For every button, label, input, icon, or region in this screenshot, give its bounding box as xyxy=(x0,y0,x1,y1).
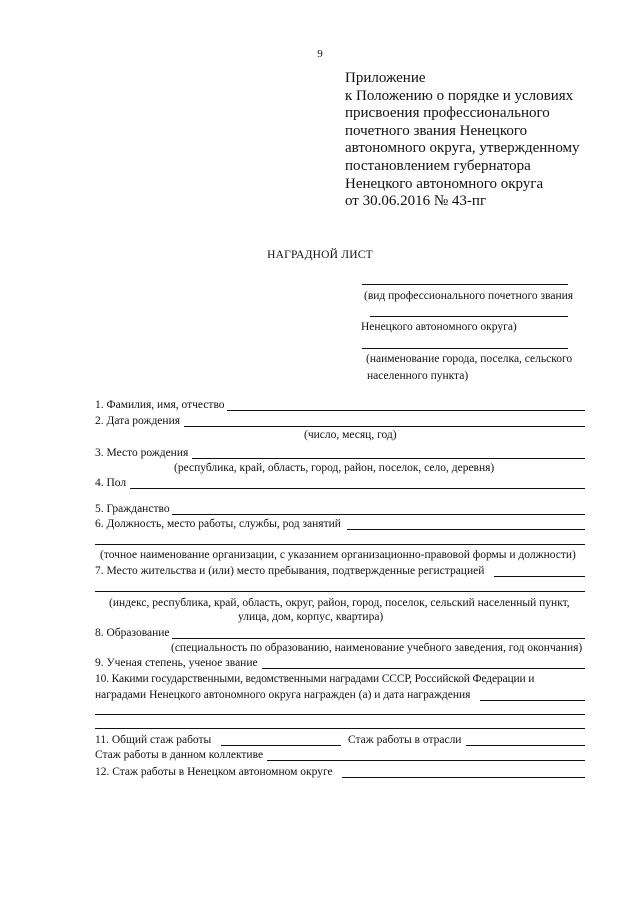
appendix-line: почетного звания Ненецкого xyxy=(345,122,528,139)
field-awards-line[interactable] xyxy=(480,700,585,701)
page-number: 9 xyxy=(317,48,323,60)
field-education-label: 8. Образование xyxy=(95,627,170,639)
appendix-line: к Положению о порядке и условиях xyxy=(345,87,574,104)
field-birthplace-label: 3. Место рождения xyxy=(95,447,189,459)
field-birthplace-hint: (республика, край, область, город, район, поселок, село, деревня) xyxy=(174,462,495,474)
field-team-experience-label: Стаж работы в данном коллективе xyxy=(95,749,264,761)
field-full-name-line[interactable] xyxy=(227,410,585,411)
appendix-line: постановлением губернатора xyxy=(345,157,531,174)
field-residence-line-2[interactable] xyxy=(95,591,585,592)
field-residence-hint-1: (индекс, республика, край, область, округ, район, город, поселок, сельский населенный пункт, xyxy=(109,597,570,609)
appendix-line: присвоения профессионального xyxy=(345,105,550,122)
field-education-hint: (специальность по образованию, наименование учебного заведения, год окончания) xyxy=(171,642,583,654)
field-team-experience-line[interactable] xyxy=(267,760,585,761)
field-residence-hint-2: улица, дом, корпус, квартира) xyxy=(238,611,384,623)
locality-caption: (наименование города, поселка, сельского xyxy=(366,353,573,365)
field-position-label: 6. Должность, место работы, службы, род занятий xyxy=(95,518,341,530)
field-industry-experience-label: Стаж работы в отрасли xyxy=(348,734,462,746)
appendix-block xyxy=(345,70,605,211)
field-sex-line[interactable] xyxy=(130,488,585,489)
field-position-hint: (точное наименование организации, с указанием организационно-правовой формы и должности) xyxy=(100,549,576,561)
field-industry-experience-line[interactable] xyxy=(466,745,585,746)
field-awards-line-2[interactable] xyxy=(95,714,585,715)
appendix-line: Приложение xyxy=(345,70,426,86)
field-total-experience-label: 11. Общий стаж работы xyxy=(95,734,212,746)
field-position-line-2[interactable] xyxy=(95,544,585,545)
field-nao-experience-line[interactable] xyxy=(342,777,585,778)
field-citizenship-label: 5. Гражданство xyxy=(95,503,170,515)
field-total-experience-line[interactable] xyxy=(221,745,341,746)
award-title-line-2 xyxy=(370,316,568,317)
field-full-name-label: 1. Фамилия, имя, отчество xyxy=(95,399,225,411)
appendix-line: Ненецкого автономного округа xyxy=(345,175,544,192)
award-title-caption: (вид профессионального почетного звания xyxy=(364,290,574,302)
field-birth-date-label: 2. Дата рождения xyxy=(95,415,181,427)
field-awards-line-3[interactable] xyxy=(95,728,585,729)
field-awards-label-2: наградами Ненецкого автономного округа награжден (а) и дата награждения xyxy=(95,689,471,701)
field-birth-date-hint: (число, месяц, год) xyxy=(304,429,397,441)
field-residence-line[interactable] xyxy=(494,576,585,577)
field-residence-label: 7. Место жительства и (или) место пребывания, подтвержденные регистрацией xyxy=(95,565,485,577)
appendix-line: автономного округа, утвержденному xyxy=(345,140,580,157)
award-title-caption-2: Ненецкого автономного округа) xyxy=(361,321,517,333)
locality-caption-2: населенного пункта) xyxy=(367,370,469,382)
field-degree-line[interactable] xyxy=(262,668,585,669)
appendix-line: от 30.06.2016 № 43-пг xyxy=(345,193,487,210)
field-citizenship-line[interactable] xyxy=(172,514,585,515)
field-education-line[interactable] xyxy=(172,638,585,639)
field-birthplace-line[interactable] xyxy=(192,458,585,459)
field-birth-date-line[interactable] xyxy=(184,426,585,427)
locality-line xyxy=(362,348,568,349)
document-title: НАГРАДНОЙ ЛИСТ xyxy=(267,249,373,261)
field-degree-label: 9. Ученая степень, ученое звание xyxy=(95,657,258,669)
award-title-line-1 xyxy=(362,284,568,285)
field-nao-experience-label: 12. Стаж работы в Ненецком автономном округе xyxy=(95,766,333,778)
field-awards-label: 10. Какими государственными, ведомственными наградами СССР, Российской Федерации и xyxy=(95,673,535,685)
field-position-line[interactable] xyxy=(347,529,585,530)
field-sex-label: 4. Пол xyxy=(95,477,127,489)
